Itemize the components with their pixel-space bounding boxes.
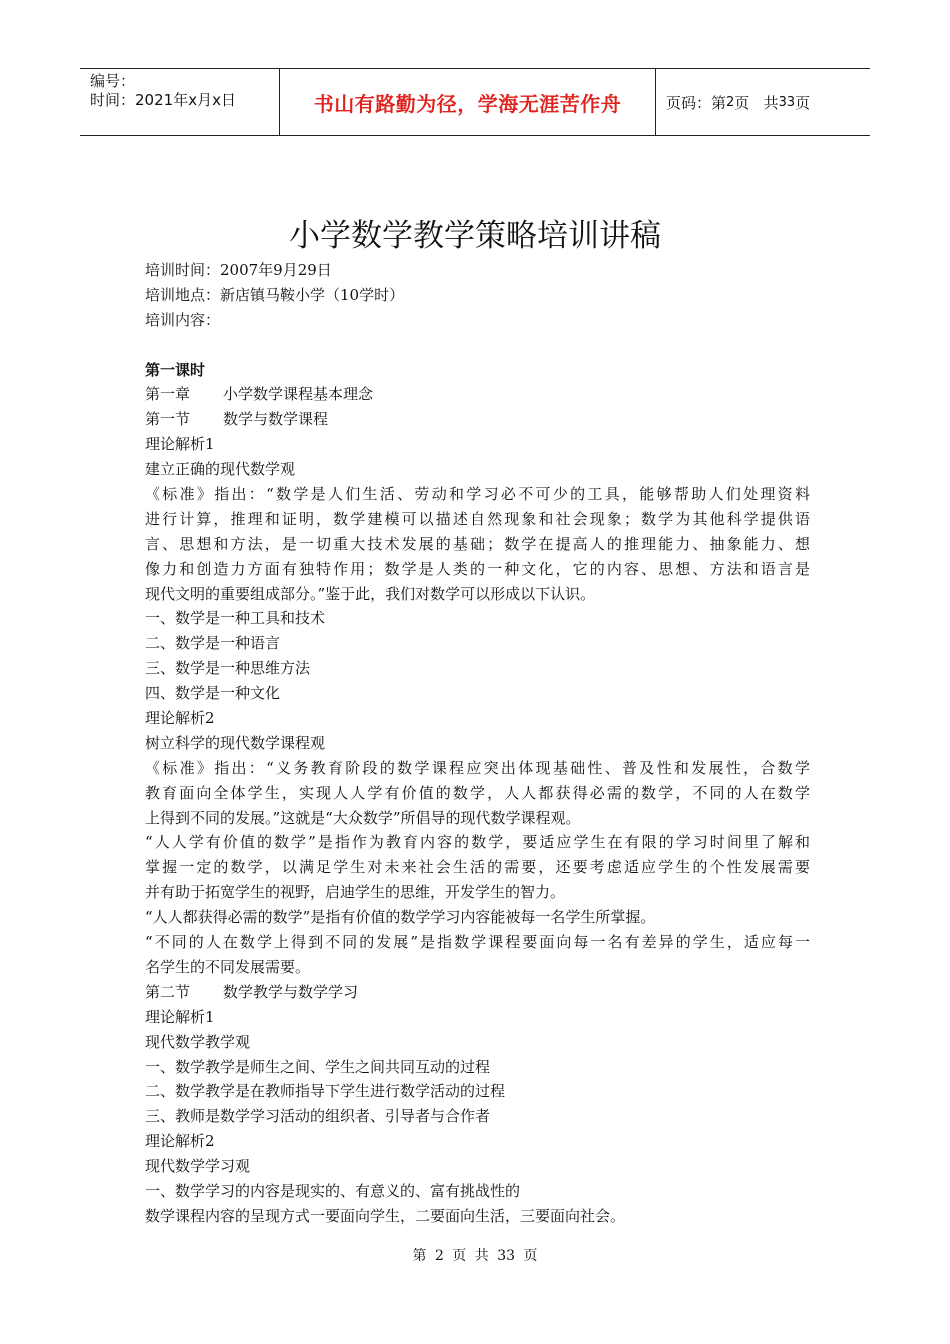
time-year: 2021: [135, 91, 174, 109]
chapter-number: 第一章: [145, 385, 191, 404]
subheading: 树立科学的现代数学课程观: [145, 733, 326, 752]
paragraph-line: 像力和创造力方面有独特作用；数学是人类的一种文化，它的内容、思想、方法和语言是: [145, 559, 810, 578]
time-day: x: [212, 91, 222, 109]
training-time: 培训时间：2007年9月29日: [145, 261, 332, 279]
time-month-unit: 月: [197, 91, 213, 109]
paragraph-line: 名学生的不同发展需要。: [145, 957, 311, 976]
paragraph-line: 言、思想和方法，是一切重大技术发展的基础；数学在提高人的推理能力、抽象能力、想: [145, 534, 810, 553]
list-item: 二、数学是一种语言: [145, 634, 281, 653]
paragraph-line: 《标准》指出：“义务教育阶段的数学课程应突出体现基础性、普及性和发展性，合数学: [145, 758, 810, 777]
paragraph-line: 掌握一定的数学，以满足学生对未来社会生活的需要，还要考虑适应学生的个性发展需要: [145, 858, 810, 877]
section-heading: [145, 407, 810, 432]
time-line: [90, 91, 279, 110]
training-place: 培训地点：新店镇马鞍小学（10学时）: [145, 285, 405, 304]
time-day-unit: 日: [221, 91, 237, 109]
list-item: 四、数学是一种文化: [145, 684, 281, 703]
section-heading: [145, 980, 810, 1005]
time-month: x: [188, 91, 198, 109]
list-item: 一、数学是一种工具和技术: [145, 609, 326, 628]
section-number: 第一节: [145, 410, 191, 429]
section-number: 第二节: [145, 982, 191, 1001]
paragraph-line: 并有助于拓宽学生的视野，启迪学生的思维，开发学生的智力。: [145, 883, 566, 902]
section-title: 数学教学与数学学习: [223, 982, 359, 1001]
list-item: 一、数学教学是师生之间、学生之间共同互动的过程: [145, 1057, 491, 1076]
paragraph-line: 数学课程内容的呈现方式一要面向学生，二要面向生活，三要面向社会。: [145, 1206, 626, 1225]
list-item: 三、数学是一种思维方法: [145, 659, 311, 678]
page-current: 2: [726, 94, 735, 110]
subheading: 现代数学教学观: [145, 1032, 251, 1051]
training-content-label: 培训内容：: [145, 310, 221, 329]
document-title: 小学数学教学策略培训讲稿: [289, 218, 661, 254]
time-year-unit: 年: [173, 91, 189, 109]
subheading: 现代数学学习观: [145, 1157, 251, 1176]
header-motto: 书山有路勤为径，学海无涯苦作舟: [280, 69, 656, 135]
paragraph-line: 现代文明的重要组成部分。”鉴于此，我们对数学可以形成以下认识。: [145, 584, 596, 603]
chapter-title: 小学数学课程基本理念: [223, 385, 374, 404]
paragraph-line: “人人都获得必需的数学”是指有价值的数学学习内容能被每一名学生所掌握。: [145, 908, 656, 927]
page-footer: 第 2 页 共 33 页: [412, 1248, 538, 1264]
number-label: 编号：: [90, 72, 136, 90]
theory-heading: 理论解析2: [145, 709, 215, 728]
paragraph-line: 上得到不同的发展。”这就是“大众数学”所倡导的现代数学课程观。: [145, 808, 581, 827]
subheading: 建立正确的现代数学观: [145, 460, 296, 479]
paragraph-line: 教育面向全体学生，实现人人学有价值的数学，人人都获得必需的数学，不同的人在数学: [145, 783, 810, 802]
theory-heading: 理论解析2: [145, 1132, 215, 1151]
page-total: 33: [778, 94, 796, 110]
paragraph-line: “人人学有价值的数学”是指作为教育内容的数学，要适应学生在有限的学习时间里了解和: [145, 833, 810, 852]
theory-heading: 理论解析1: [145, 1007, 215, 1026]
header-info-cell: [80, 69, 280, 135]
time-label: 时间：: [90, 91, 136, 109]
page-header: [80, 68, 870, 136]
page-prefix: 页码：第: [666, 93, 727, 112]
theory-heading: 理论解析1: [145, 435, 215, 454]
lesson-heading: 第一课时: [145, 360, 206, 379]
paragraph-line: 《标准》指出：“数学是人们生活、劳动和学习必不可少的工具，能够帮助人们处理资料: [145, 485, 810, 504]
page-mid: 页 共: [734, 93, 779, 112]
blank-line: [145, 333, 810, 358]
page-suffix: 页: [795, 93, 811, 112]
section-title: 数学与数学课程: [223, 410, 329, 429]
list-item: 二、数学教学是在教师指导下学生进行数学活动的过程: [145, 1082, 506, 1101]
list-item: 三、教师是数学学习活动的组织者、引导者与合作者: [145, 1107, 491, 1126]
list-item: 一、数学学习的内容是现实的、有意义的、富有挑战性的: [145, 1181, 521, 1200]
paragraph-line: 进行计算，推理和证明，数学建模可以描述自然现象和社会现象；数学为其他科学提供语: [145, 509, 810, 528]
document-body: [145, 258, 810, 1229]
chapter-heading: [145, 382, 810, 407]
header-page-number: [656, 69, 870, 135]
paragraph-line: “不同的人在数学上得到不同的发展”是指数学课程要面向每一名有差异的学生，适应每一: [145, 933, 810, 952]
